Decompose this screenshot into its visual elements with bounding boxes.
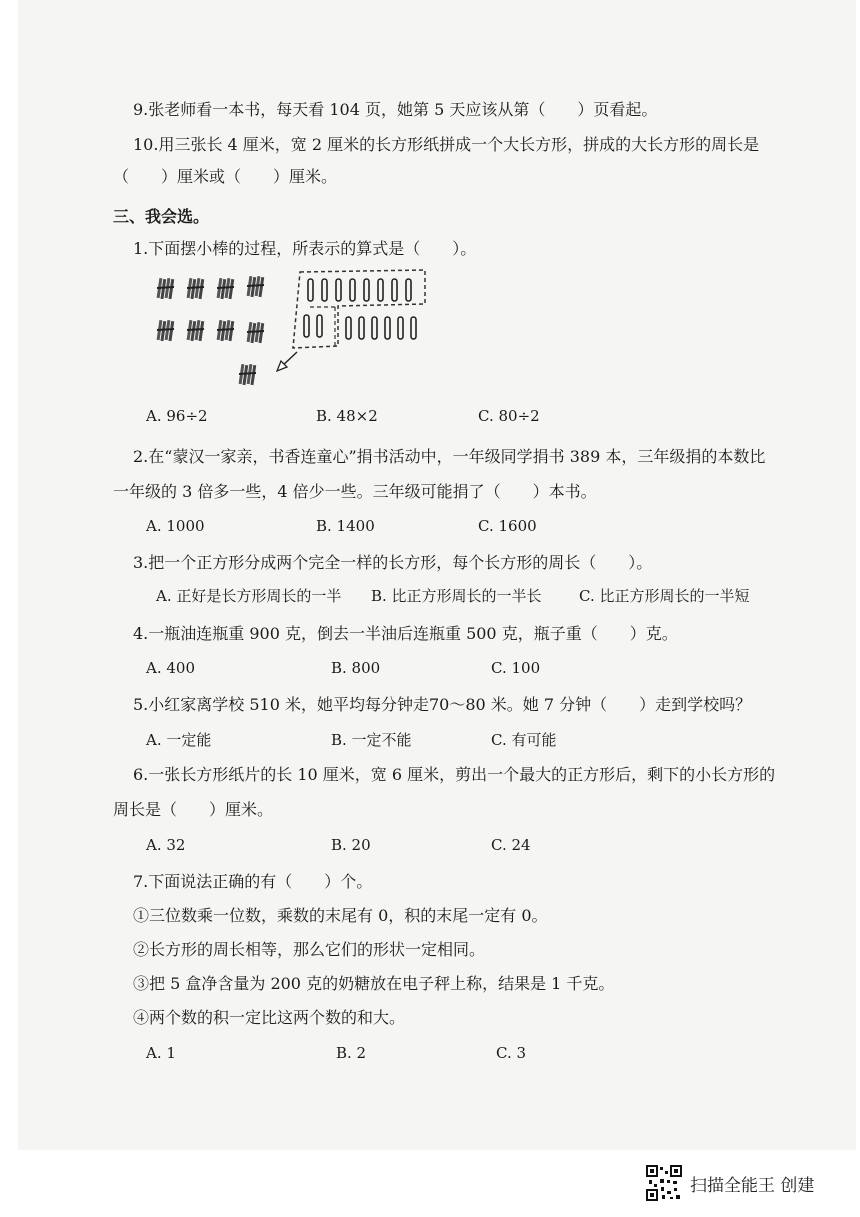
option-2c[interactable]: C. 1600 bbox=[478, 517, 537, 535]
statement-2: ②长方形的周长相等，那么它们的形状一定相同。 bbox=[133, 940, 486, 959]
option-1b[interactable]: B. 48×2 bbox=[316, 407, 378, 425]
question-10-line1: 10.用三张长 4 厘米，宽 2 厘米的长方形纸拼成一个大长方形，拼成的大长方形的周长是 bbox=[133, 135, 760, 154]
option-2b[interactable]: B. 1400 bbox=[316, 517, 375, 535]
stick-bundle bbox=[217, 278, 235, 299]
option-5a[interactable]: A. 一定能 bbox=[146, 731, 212, 749]
option-4b[interactable]: B. 800 bbox=[331, 659, 381, 677]
option-6b[interactable]: B. 20 bbox=[331, 836, 371, 854]
statement-1: ①三位数乘一位数，乘数的末尾有 0，积的末尾一定有 0。 bbox=[133, 906, 548, 925]
question-9: 9.张老师看一本书，每天看 104 页，她第 5 天应该从第（ ）页看起。 bbox=[133, 100, 658, 119]
option-5b[interactable]: B. 一定不能 bbox=[331, 731, 412, 749]
choice-question-6-line2: 周长是（ ）厘米。 bbox=[113, 800, 274, 819]
stick-bundle bbox=[157, 320, 175, 341]
watermark-text: 扫描全能王 创建 bbox=[690, 1176, 815, 1196]
option-3a[interactable]: A. 正好是长方形周长的一半 bbox=[156, 587, 342, 605]
question-10-line2: （ ）厘米或（ ）厘米。 bbox=[113, 167, 338, 186]
statement-3: ③把 5 盒净含量为 200 克的奶糖放在电子秤上称，结果是 1 千克。 bbox=[133, 974, 615, 993]
statement-4: ④两个数的积一定比这两个数的和大。 bbox=[133, 1008, 406, 1027]
choice-question-6-line1: 6.一张长方形纸片的长 10 厘米，宽 6 厘米，剪出一个最大的正方形后，剩下的小长方形的 bbox=[133, 765, 776, 784]
scanner-watermark bbox=[640, 1163, 850, 1203]
option-4c[interactable]: C. 100 bbox=[491, 659, 541, 677]
choice-question-4: 4.一瓶油连瓶重 900 克，倒去一半油后连瓶重 500 克，瓶子重（ ）克。 bbox=[133, 624, 678, 643]
choice-question-7: 7.下面说法正确的有（ ）个。 bbox=[133, 872, 373, 891]
option-2a[interactable]: A. 1000 bbox=[146, 517, 205, 535]
section-heading: 三、我会选。 bbox=[113, 207, 210, 226]
stick-bundle bbox=[247, 276, 265, 297]
stick-bundle bbox=[239, 364, 257, 385]
option-4a[interactable]: A. 400 bbox=[146, 659, 195, 677]
choice-question-2-line2: 一年级的 3 倍多一些，4 倍少一些。三年级可能捐了（ ）本书。 bbox=[113, 482, 597, 501]
choice-question-2-line1: 2.在“蒙汉一家亲，书香连童心”捐书活动中，一年级同学捐书 389 本，三年级捐的本数比 bbox=[133, 447, 766, 466]
sticks-figure bbox=[150, 262, 440, 392]
option-7c[interactable]: C. 3 bbox=[496, 1044, 527, 1062]
option-7a[interactable]: A. 1 bbox=[146, 1044, 176, 1062]
option-1c[interactable]: C. 80÷2 bbox=[478, 407, 540, 425]
option-6c[interactable]: C. 24 bbox=[491, 836, 531, 854]
choice-question-5: 5.小红家离学校 510 米，她平均每分钟走70～80 米。她 7 分钟（ ）走到学校吗？ bbox=[133, 695, 752, 714]
stick-bundle bbox=[217, 320, 235, 341]
option-3c[interactable]: C. 比正方形周长的一半短 bbox=[579, 587, 750, 605]
option-7b[interactable]: B. 2 bbox=[336, 1044, 367, 1062]
option-5c[interactable]: C. 有可能 bbox=[491, 731, 557, 749]
qr-code-icon bbox=[646, 1165, 682, 1201]
option-1a[interactable]: A. 96÷2 bbox=[146, 407, 208, 425]
option-6a[interactable]: A. 32 bbox=[146, 836, 186, 854]
option-3b[interactable]: B. 比正方形周长的一半长 bbox=[371, 587, 542, 605]
choice-question-1: 1.下面摆小棒的过程，所表示的算式是（ ）。 bbox=[133, 239, 477, 258]
stick-bundle bbox=[247, 322, 265, 343]
stick-bundle bbox=[187, 320, 205, 341]
choice-question-3: 3.把一个正方形分成两个完全一样的长方形，每个长方形的周长（ ）。 bbox=[133, 553, 653, 572]
stick-bundle bbox=[157, 278, 175, 299]
stick-bundle bbox=[187, 278, 205, 299]
